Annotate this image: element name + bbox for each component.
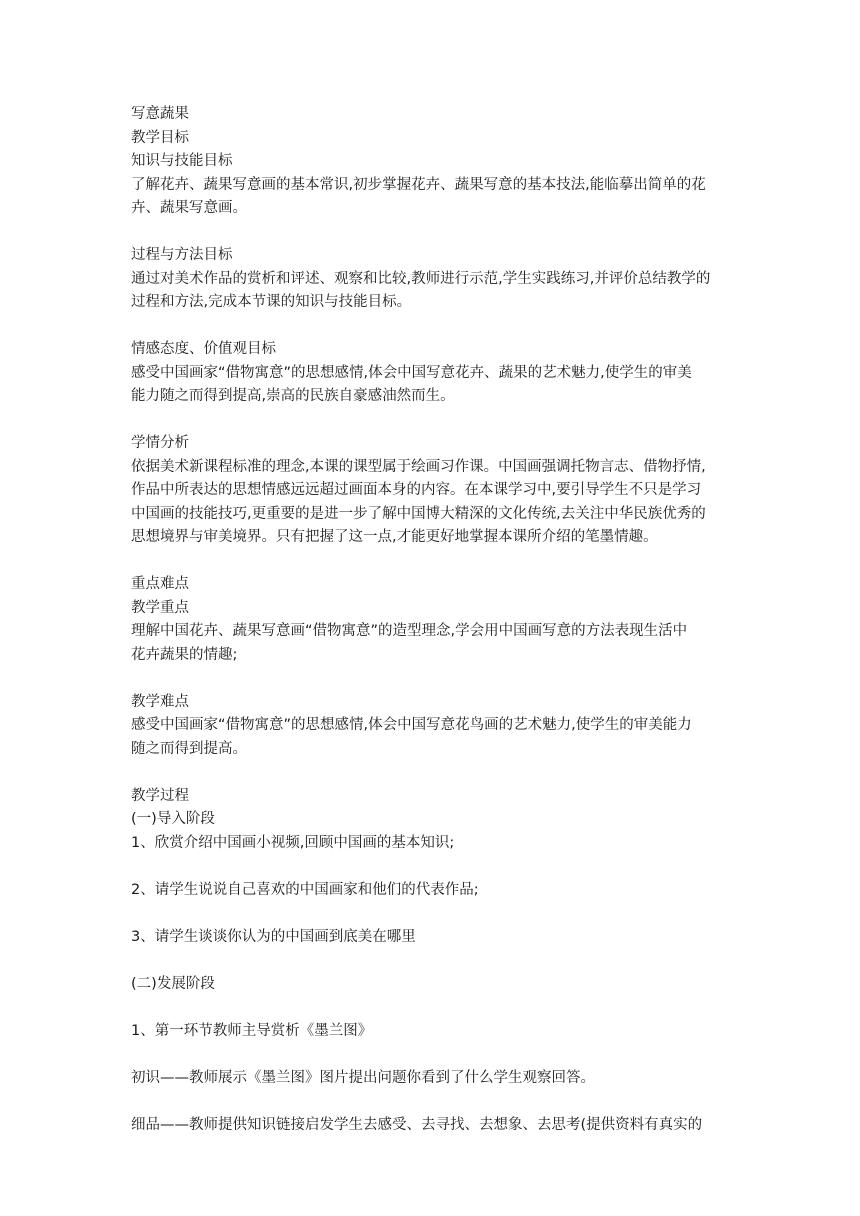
paragraph-analysis-line-2: 作品中所表达的思想情感远远超过画面本身的内容。在本课学习中,要引导学生不只是学习 [131,482,702,498]
heading-teaching-focus: 教学重点 [131,599,189,616]
heading-objectives: 教学目标 [131,129,189,146]
blank-line [131,855,731,879]
blank-line [131,550,731,574]
heading-process-goals: 过程与方法目标 [131,247,233,263]
heading-knowledge-goals: 知识与技能目标 [131,153,233,169]
paragraph-emotion-line-1: 感受中国画家“借物寓意”的思想感情,体会中国写意花卉、蔬果的艺术魅力,使学生的审美 [131,364,692,381]
paragraph-emotion-line-2: 能力随之而得到提高,崇高的民族自豪感油然而生。 [131,388,455,404]
blank-line [131,1043,731,1067]
paragraph-focus-line-2: 花卉蔬果的情趣; [131,646,238,663]
paragraph-focus-line-1: 理解中国花卉、蔬果写意画“借物寓意”的造型理念,学会用中国画写意的方法表现生活中 [131,623,688,639]
paragraph-analysis-line-1: 依据美术新课程标准的理念,本课的课型属于绘画习作课。中国画强调托物言志、借物抒情, [131,458,706,475]
paragraph-knowledge-line-2: 卉、蔬果写意画。 [131,200,247,216]
blank-line [131,761,731,785]
paragraph-difficulty-line-2: 随之而得到提高。 [131,740,247,757]
paragraph-chushi: 初识——教师展示《墨兰图》图片提出问题你看到了什么学生观察回答。 [131,1069,595,1086]
paragraph-analysis-line-4: 思想境界与审美境界。只有把握了这一点,才能更好地掌握本课所介绍的笔墨情趣。 [131,529,658,545]
list-item-stage1-3: 3、请学生谈谈你认为的中国画到底美在哪里 [131,928,416,945]
heading-teaching-difficulty: 教学难点 [131,693,189,710]
document-title: 写意蔬果 [131,106,189,122]
paragraph-xipin: 细品——教师提供知识链接启发学生去感受、去寻找、去想象、去思考(提供资料有真实的 [131,1116,703,1133]
paragraph-knowledge-line-1: 了解花卉、蔬果写意画的基本常识,初步掌握花卉、蔬果写意的基本技法,能临摹出简单的花 [131,176,706,193]
list-item-stage2-1: 1、第一环节教师主导赏析《墨兰图》 [131,1022,373,1039]
heading-student-analysis: 学情分析 [131,435,189,451]
heading-stage-1: (一)导入阶段 [131,811,215,827]
blank-line [131,221,731,245]
list-item-stage1-1: 1、欣赏介绍中国画小视频,回顾中国画的基本知识; [131,834,455,851]
paragraph-analysis-line-3: 中国画的技能技巧,更重要的是进一步了解中国博大精深的文化传统,去关注中华民族优秀的 [131,505,706,522]
heading-stage-2: (二)发展阶段 [131,975,215,992]
blank-line [131,1090,731,1114]
blank-line [131,902,731,926]
blank-line [131,409,731,433]
heading-key-points: 重点难点 [131,576,189,592]
blank-line [131,949,731,973]
paragraph-process-line-2: 过程和方法,完成本节课的知识与技能目标。 [131,294,412,310]
list-item-stage1-2: 2、请学生说说自己喜欢的中国画家和他们的代表作品; [131,881,479,898]
paragraph-difficulty-line-1: 感受中国画家“借物寓意”的思想感情,体会中国写意花鸟画的艺术魅力,使学生的审美能力 [131,717,692,733]
paragraph-process-line-1: 通过对美术作品的赏析和评述、观察和比较,教师进行示范,学生实践练习,并评价总结教学的 [131,270,711,287]
document-page [131,103,731,1137]
blank-line [131,667,731,691]
blank-line [131,315,731,339]
blank-line [131,996,731,1020]
heading-emotion-goals: 情感态度、价值观目标 [131,341,276,357]
heading-teaching-procedure: 教学过程 [131,787,189,804]
